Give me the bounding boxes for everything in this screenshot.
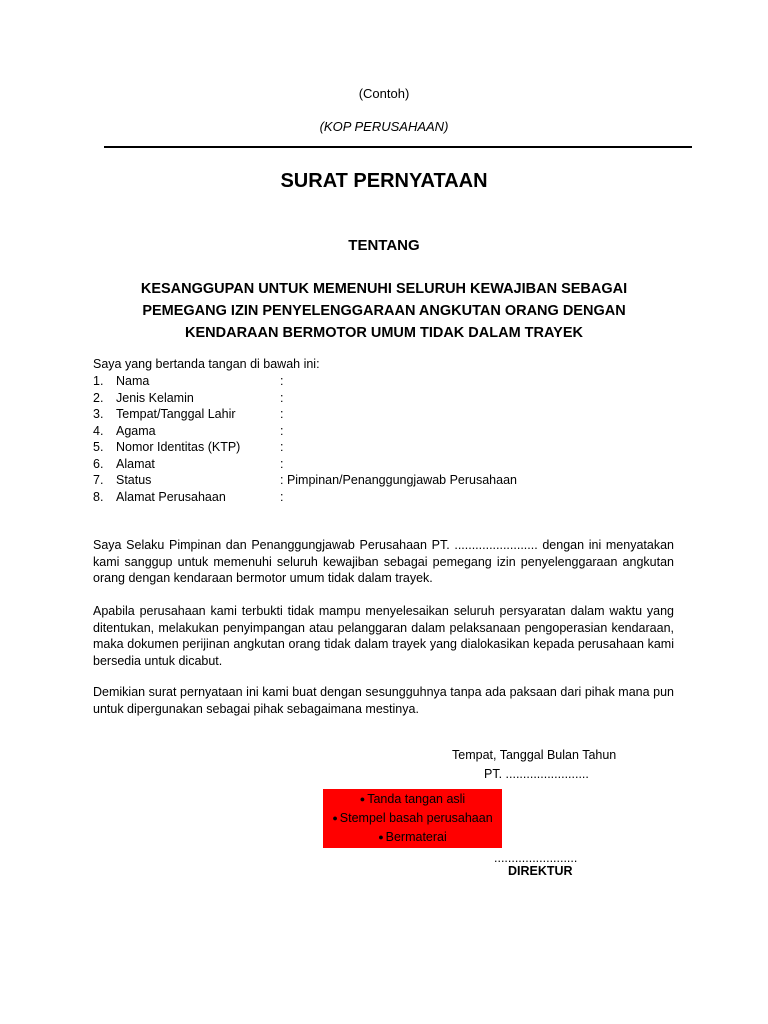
- subtitle-line: KENDARAAN BERMOTOR UMUM TIDAK DALAM TRAYEK: [185, 325, 583, 341]
- signatory-position: DIREKTUR: [508, 864, 573, 878]
- field-row: [93, 423, 653, 440]
- field-row: [93, 472, 653, 489]
- signatory-name-line: ........................: [494, 851, 578, 865]
- header-divider: [104, 146, 692, 148]
- field-row: [93, 439, 653, 456]
- field-number: 5.: [93, 440, 104, 454]
- field-label: Jenis Kelamin: [116, 390, 194, 405]
- requirement-text: Tanda tangan asli: [367, 792, 466, 806]
- statement-paragraph: Saya Selaku Pimpinan dan Penanggungjawab Perusahaan PT. ........................ dengan ini menyatakan kami sanggup untuk memenuhi seluruh kewajiban sebagai pemegang izin penyelenggaraan angkutan orang dengan kendaraan bermotor umum tidak dalam trayek.: [93, 538, 674, 585]
- signature-requirements-box: [323, 789, 502, 848]
- subtitle-line: KESANGGUPAN UNTUK MEMENUHI SELURUH KEWAJIBAN SEBAGAI: [140, 281, 628, 297]
- field-value: :: [280, 390, 284, 405]
- field-row: [93, 390, 653, 407]
- field-label: Alamat: [116, 456, 155, 471]
- requirement-text: Stempel basah perusahaan: [339, 811, 493, 825]
- field-number: 4.: [93, 423, 104, 438]
- field-number: 3.: [93, 407, 104, 421]
- bullet-icon: ●: [332, 813, 338, 823]
- field-label: Alamat Perusahaan: [116, 489, 226, 504]
- field-label: Nomor Identitas (KTP): [116, 440, 241, 454]
- field-value: :: [280, 407, 284, 421]
- field-label: Tempat/Tanggal Lahir: [116, 407, 236, 421]
- bullet-icon: ●: [378, 832, 384, 842]
- consequence-paragraph: Apabila perusahaan kami terbukti tidak mampu menyelesaikan seluruh persyaratan dalam waktu yang ditentukan, melakukan penyimpangan atau pelanggaran dalam pelaksanaan pengoperasian kendaraan, maka dokumen perijinan angkutan orang tidak dalam trayek yang dialokasikan kepada perusahaan kami bersedia untuk dicabut.: [93, 604, 674, 668]
- field-number: 2.: [93, 390, 104, 405]
- field-value: :: [280, 489, 284, 504]
- requirement-item: [332, 809, 492, 828]
- closing-paragraph: Demikian surat pernyataan ini kami buat dengan sesungguhnya tanpa ada paksaan dari pihak mana pun untuk dipergunakan sebagai pihak sebagaimana mestinya.: [93, 685, 674, 716]
- field-value: : Pimpinan/Penanggungjawab Perusahaan: [280, 473, 517, 487]
- field-row: [93, 406, 653, 423]
- field-value: :: [280, 456, 284, 471]
- field-number: 1.: [93, 374, 104, 388]
- field-number: 8.: [93, 489, 104, 504]
- field-value: :: [280, 374, 284, 388]
- subtitle-block: [94, 278, 674, 344]
- subtitle-line: PEMEGANG IZIN PENYELENGGARAAN ANGKUTAN ORANG DENGAN: [142, 303, 626, 319]
- field-row: [93, 373, 653, 390]
- intro-text: Saya yang bertanda tangan di bawah ini:: [93, 357, 320, 371]
- field-value: :: [280, 440, 284, 454]
- field-number: 7.: [93, 473, 104, 487]
- example-label: (Contoh): [358, 86, 410, 101]
- requirement-item: [360, 790, 465, 809]
- field-value: :: [280, 423, 284, 438]
- field-row: [93, 489, 653, 506]
- document-title: SURAT PERNYATAAN: [280, 170, 488, 192]
- place-date: Tempat, Tanggal Bulan Tahun: [452, 748, 617, 762]
- field-label: Agama: [116, 423, 156, 438]
- requirement-text: Bermaterai: [385, 830, 447, 844]
- bullet-icon: ●: [359, 794, 366, 804]
- subtitle-about: TENTANG: [348, 237, 420, 254]
- field-number: 6.: [93, 456, 104, 471]
- letterhead-placeholder: (KOP PERUSAHAAN): [319, 119, 449, 134]
- company-name-line: PT. ........................: [484, 767, 589, 781]
- requirement-item: [378, 828, 447, 847]
- identity-fields: [93, 373, 653, 505]
- field-label: Nama: [116, 374, 150, 388]
- field-row: [93, 456, 653, 473]
- field-label: Status: [116, 473, 152, 487]
